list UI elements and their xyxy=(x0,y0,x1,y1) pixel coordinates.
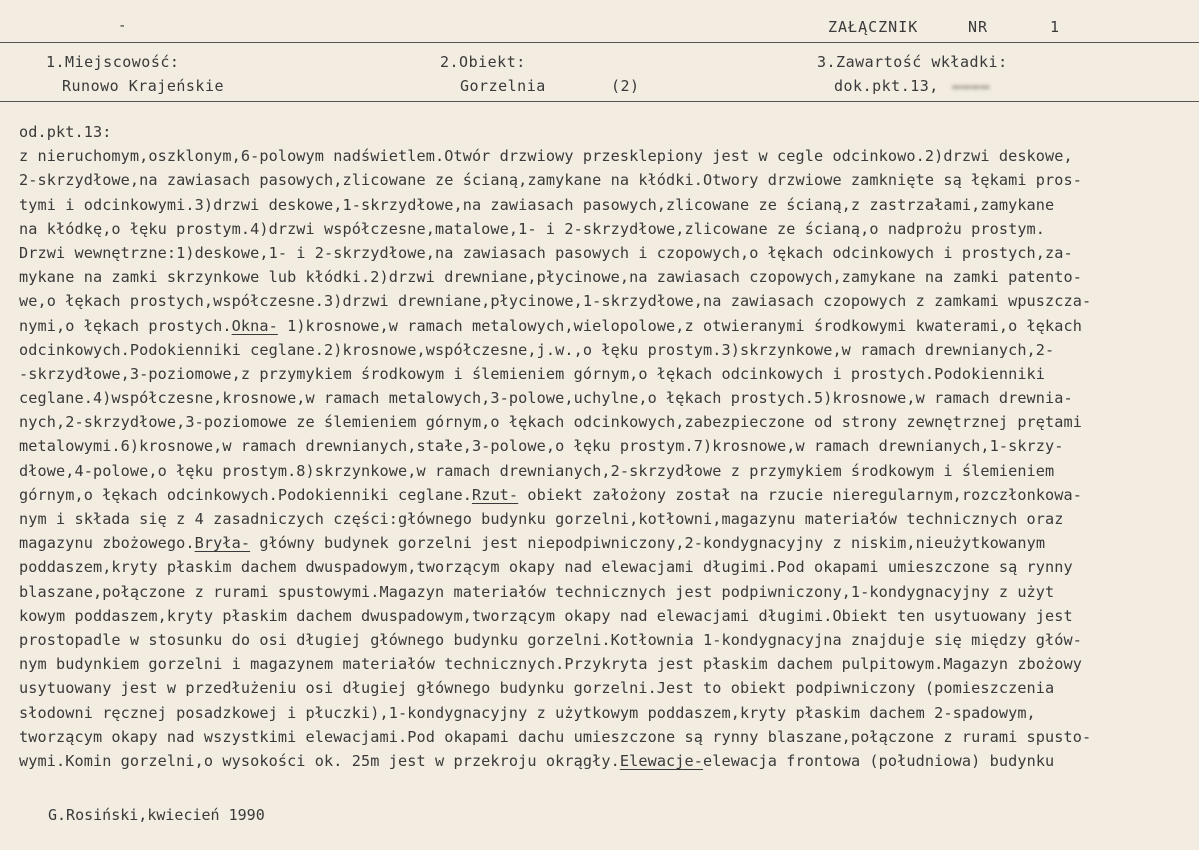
text-line xyxy=(19,362,1191,386)
text-line xyxy=(19,725,1191,749)
description-body xyxy=(19,120,1191,773)
attachment-nr-value: 1 xyxy=(1050,18,1061,36)
place-label: 1.Miejscowość: xyxy=(46,53,180,71)
text-segment: wymi.Komin gorzelni,o wysokości ok. 25m jest w przekroju okrągły. xyxy=(19,751,620,770)
text-segment: główny budynek gorzelni jest niepodpiwniczony,2-kondygnacyjny z niskim,nieużytkowanym xyxy=(250,534,1046,553)
text-segment: tworzącym okapy nad wszystkimi elewacjami.Pod okapami dachu umieszczone są rynny blaszane,połączone z rurami spusto- xyxy=(19,727,1092,746)
text-line xyxy=(19,241,1191,265)
text-line xyxy=(19,265,1191,289)
smudged-text-mark: ▬▬▬▬ xyxy=(952,77,991,95)
text-segment: mykane na zamki skrzynkowe lub kłódki.2)drzwi drewniane,płycinowe,na zawiasach czopowych,zamykane na zamki patento- xyxy=(19,268,1083,287)
section-heading: od.pkt.13: xyxy=(19,123,112,141)
text-segment: na kłódkę,o łęku prostym.4)drzwi współczesne,matalowe,1- i 2-skrzydłowe,zlicowane ze ścianą,o nadprożu prostym. xyxy=(19,219,1046,238)
text-segment: -skrzydłowe,3-poziomowe,z przymykiem środkowym i ślemieniem górnym,o łękach odcinkowych i prostych.Podokienniki xyxy=(19,364,1046,383)
header-divider xyxy=(0,42,1199,43)
text-line xyxy=(19,144,1191,168)
text-segment: górnym,o łękach odcinkowych.Podokienniki ceglane. xyxy=(19,485,472,504)
fields-divider xyxy=(0,101,1199,102)
text-segment: we,o łękach prostych,współczesne.3)drzwi drewniane,płycinowe,1-skrzydłowe,na zawiasach czopowych z zamkami wpuszcza- xyxy=(19,292,1092,311)
text-line xyxy=(19,459,1191,483)
section-label: Okna- xyxy=(231,316,278,335)
text-segment: słodowni ręcznej posadzkowej i płuczki),1-kondygnacyjny z użytkowym poddaszem,kryty płaskim dachem 2-spadowym, xyxy=(19,703,1036,722)
attachment-nr-label: NR xyxy=(968,18,989,36)
place-value: Runowo Krajeńskie xyxy=(62,77,225,95)
header-mark: - xyxy=(118,18,127,34)
text-segment: nym i składa się z 4 zasadniczych części:głównego budynku gorzelni,kotłowni,magazynu materiałów technicznych oraz xyxy=(19,510,1064,528)
section-label: Elewacje- xyxy=(619,751,704,770)
text-segment: obiekt założony został na rzucie nieregularnym,rozczłonkowa- xyxy=(518,485,1083,504)
text-segment: usytuowany jest w przedłużeniu osi długiej głównego budynku gorzelni.Jest to obiekt podpiwniczony (pomieszczenia xyxy=(19,679,1055,698)
signature: G.Rosiński,kwiecień 1990 xyxy=(48,806,265,824)
text-segment: z nieruchomym,oszklonym,6-polowym nadświetlem.Otwór drzwiowy przesklepiony jest w cegle odcinkowo.2)drzwi deskowe, xyxy=(19,147,1073,166)
text-line xyxy=(19,555,1191,579)
text-line xyxy=(19,604,1191,628)
text-segment: ceglane.4)współczesne,krosnowe,w ramach metalowych,3-polowe,uchylne,o łękach prostych.5)krosnowe,w ramach drewnia- xyxy=(19,389,1073,408)
text-segment: nym budynkiem gorzelni i magazynem materiałów technicznych.Przykryta jest płaskim dachem pulpitowym.Magazyn zbożowy xyxy=(19,655,1083,674)
object-number: (2) xyxy=(611,77,640,95)
text-line xyxy=(19,410,1191,434)
attachment-label: ZAŁĄCZNIK xyxy=(828,18,919,36)
text-segment: magazynu zbożowego. xyxy=(19,534,195,553)
text-segment: kowym poddaszem,kryty płaskim dachem dwuspadowym,tworzącym okapy nad elewacjami długimi.Obiekt ten usytuowany jest xyxy=(19,606,1073,625)
text-line xyxy=(19,652,1191,676)
text-line xyxy=(19,193,1191,217)
text-segment: tymi i odcinkowymi.3)drzwi deskowe,1-skrzydłowe,na zawiasach pasowych,zlicowane ze ścianą,z zastrzałami,zamykane xyxy=(19,195,1055,214)
text-line xyxy=(19,168,1191,192)
text-line xyxy=(19,289,1191,313)
text-line xyxy=(19,701,1191,725)
text-segment: prostopadle w stosunku do osi długiej głównego budynku gorzelni.Kotłownia 1-kondygnacyjna znajduje się między głów- xyxy=(19,630,1083,649)
text-line xyxy=(19,386,1191,410)
text-line xyxy=(19,434,1191,458)
text-line xyxy=(19,314,1191,338)
text-line xyxy=(19,749,1191,773)
content-label: 3.Zawartość wkładki: xyxy=(817,53,1008,71)
text-segment: nych,2-skrzydłowe,3-poziomowe ze ślemieniem górnym,o łękach odcinkowych,zabezpieczone od strony zewnętrznej prętami xyxy=(19,413,1083,432)
text-segment: 1)krosnowe,w ramach metalowych,wielopolowe,z otwieranymi środkowymi kwaterami,o łękach xyxy=(277,316,1083,335)
text-segment: nymi,o łękach prostych. xyxy=(19,316,232,335)
text-segment: 2-skrzydłowe,na zawiasach pasowych,zlicowane ze ścianą,zamykane na kłódki.Otwory drzwiowe zamknięte są łękami pros- xyxy=(19,171,1083,190)
text-line xyxy=(19,338,1191,362)
text-line xyxy=(19,580,1191,604)
text-segment: elewacja frontowa (południowa) budynku xyxy=(703,751,1055,770)
text-segment: poddaszem,kryty płaskim dachem dwuspadowym,tworzącym okapy nad elewacjami długimi.Pod okapami umieszczone są rynny xyxy=(19,558,1073,577)
object-value: Gorzelnia xyxy=(460,77,546,95)
text-line xyxy=(19,217,1191,241)
text-line xyxy=(19,483,1191,507)
text-segment: Drzwi wewnętrzne:1)deskowe,1- i 2-skrzydłowe,na zawiasach pasowych i czopowych,o łękach odcinkowych i prostych,za- xyxy=(19,243,1073,262)
section-label: Rzut- xyxy=(471,485,519,504)
text-segment: odcinkowych.Podokienniki ceglane.2)krosnowe,współczesne,j.w.,o łęku prostym.3)skrzynkowe,w ramach drewnianych,2- xyxy=(19,340,1055,359)
text-segment: blaszane,połączone z rurami spustowymi.Magazyn materiałów technicznych jest podpiwniczony,1-kondygnacyjny z użyt xyxy=(19,582,1055,601)
section-label: Bryła- xyxy=(194,534,251,553)
description-lines xyxy=(19,144,1191,773)
text-line xyxy=(19,507,1191,531)
text-segment: metalowymi.6)krosnowe,w ramach drewnianych,stałe,3-polowe,o łęku prostym.7)krosnowe,w ramach drewnianych,1-skrzy- xyxy=(19,437,1064,456)
text-line xyxy=(19,628,1191,652)
object-label: 2.Obiekt: xyxy=(440,53,526,71)
text-segment: dłowe,4-polowe,o łęku prostym.8)skrzynkowe,w ramach drewnianych,2-skrzydłowe z przymykiem środkowym i ślemieniem xyxy=(19,461,1055,480)
content-value: dok.pkt.13, xyxy=(834,77,939,95)
text-line xyxy=(19,531,1191,555)
text-line xyxy=(19,676,1191,700)
